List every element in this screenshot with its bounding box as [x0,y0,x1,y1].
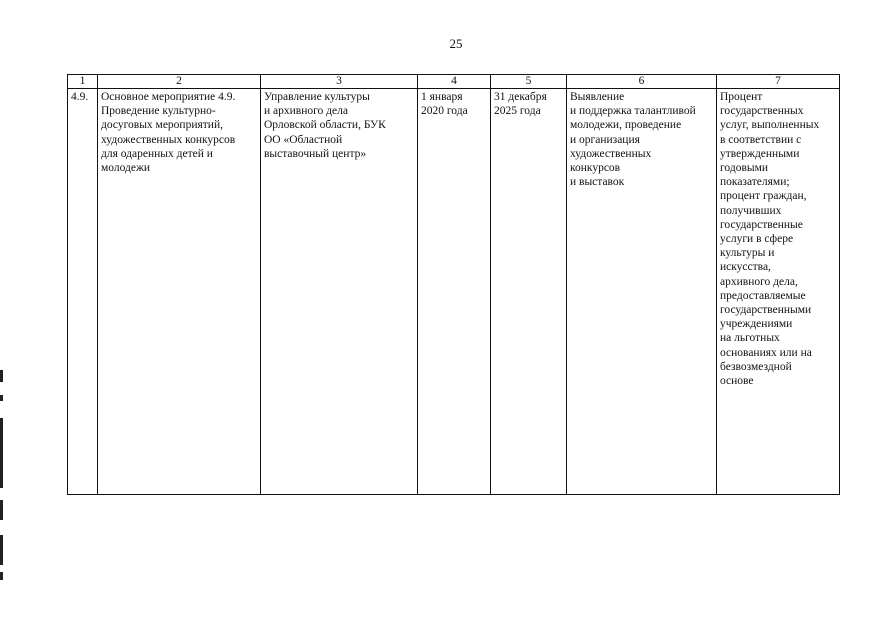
end-date-cell: 31 декабря 2025 года [491,89,567,495]
scan-artifact [0,395,3,401]
executor-cell: Управление культуры и архивного дела Орловской области, БУК ОО «Областной выставочный центр» [261,89,418,495]
start-date-cell: 1 января 2020 года [418,89,491,495]
program-table [67,74,840,495]
scan-artifact [0,500,3,520]
column-number-3: 3 [261,75,418,89]
column-number-5: 5 [491,75,567,89]
expected-result-cell: Выявление и поддержка талантливой молодежи, проведение и организация художественных конкурсов и выставок [567,89,717,495]
table-row [68,89,840,495]
page-number: 25 [449,36,463,51]
indicators-cell: Процент государственных услуг, выполненных в соответствии с утвержденными годовыми показателями; процент граждан, получивших государственные услуги в сфере культуры и искусства, архивного дела, предоставляемые государственными учреждениями на льготных основаниях или на безвозмездной основе [717,89,840,495]
scan-artifact [0,572,3,580]
column-number-1: 1 [68,75,98,89]
scan-artifact [0,535,3,565]
column-number-6: 6 [567,75,717,89]
row-number-cell: 4.9. [68,89,98,495]
event-name-cell: Основное мероприятие 4.9. Проведение культурно- досуговых мероприятий, художественных конкурсов для одаренных детей и молодежи [98,89,261,495]
scan-artifact [0,418,3,488]
column-number-7: 7 [717,75,840,89]
column-number-2: 2 [98,75,261,89]
table-header-row [68,75,840,89]
scan-artifact [0,370,3,382]
column-number-4: 4 [418,75,491,89]
